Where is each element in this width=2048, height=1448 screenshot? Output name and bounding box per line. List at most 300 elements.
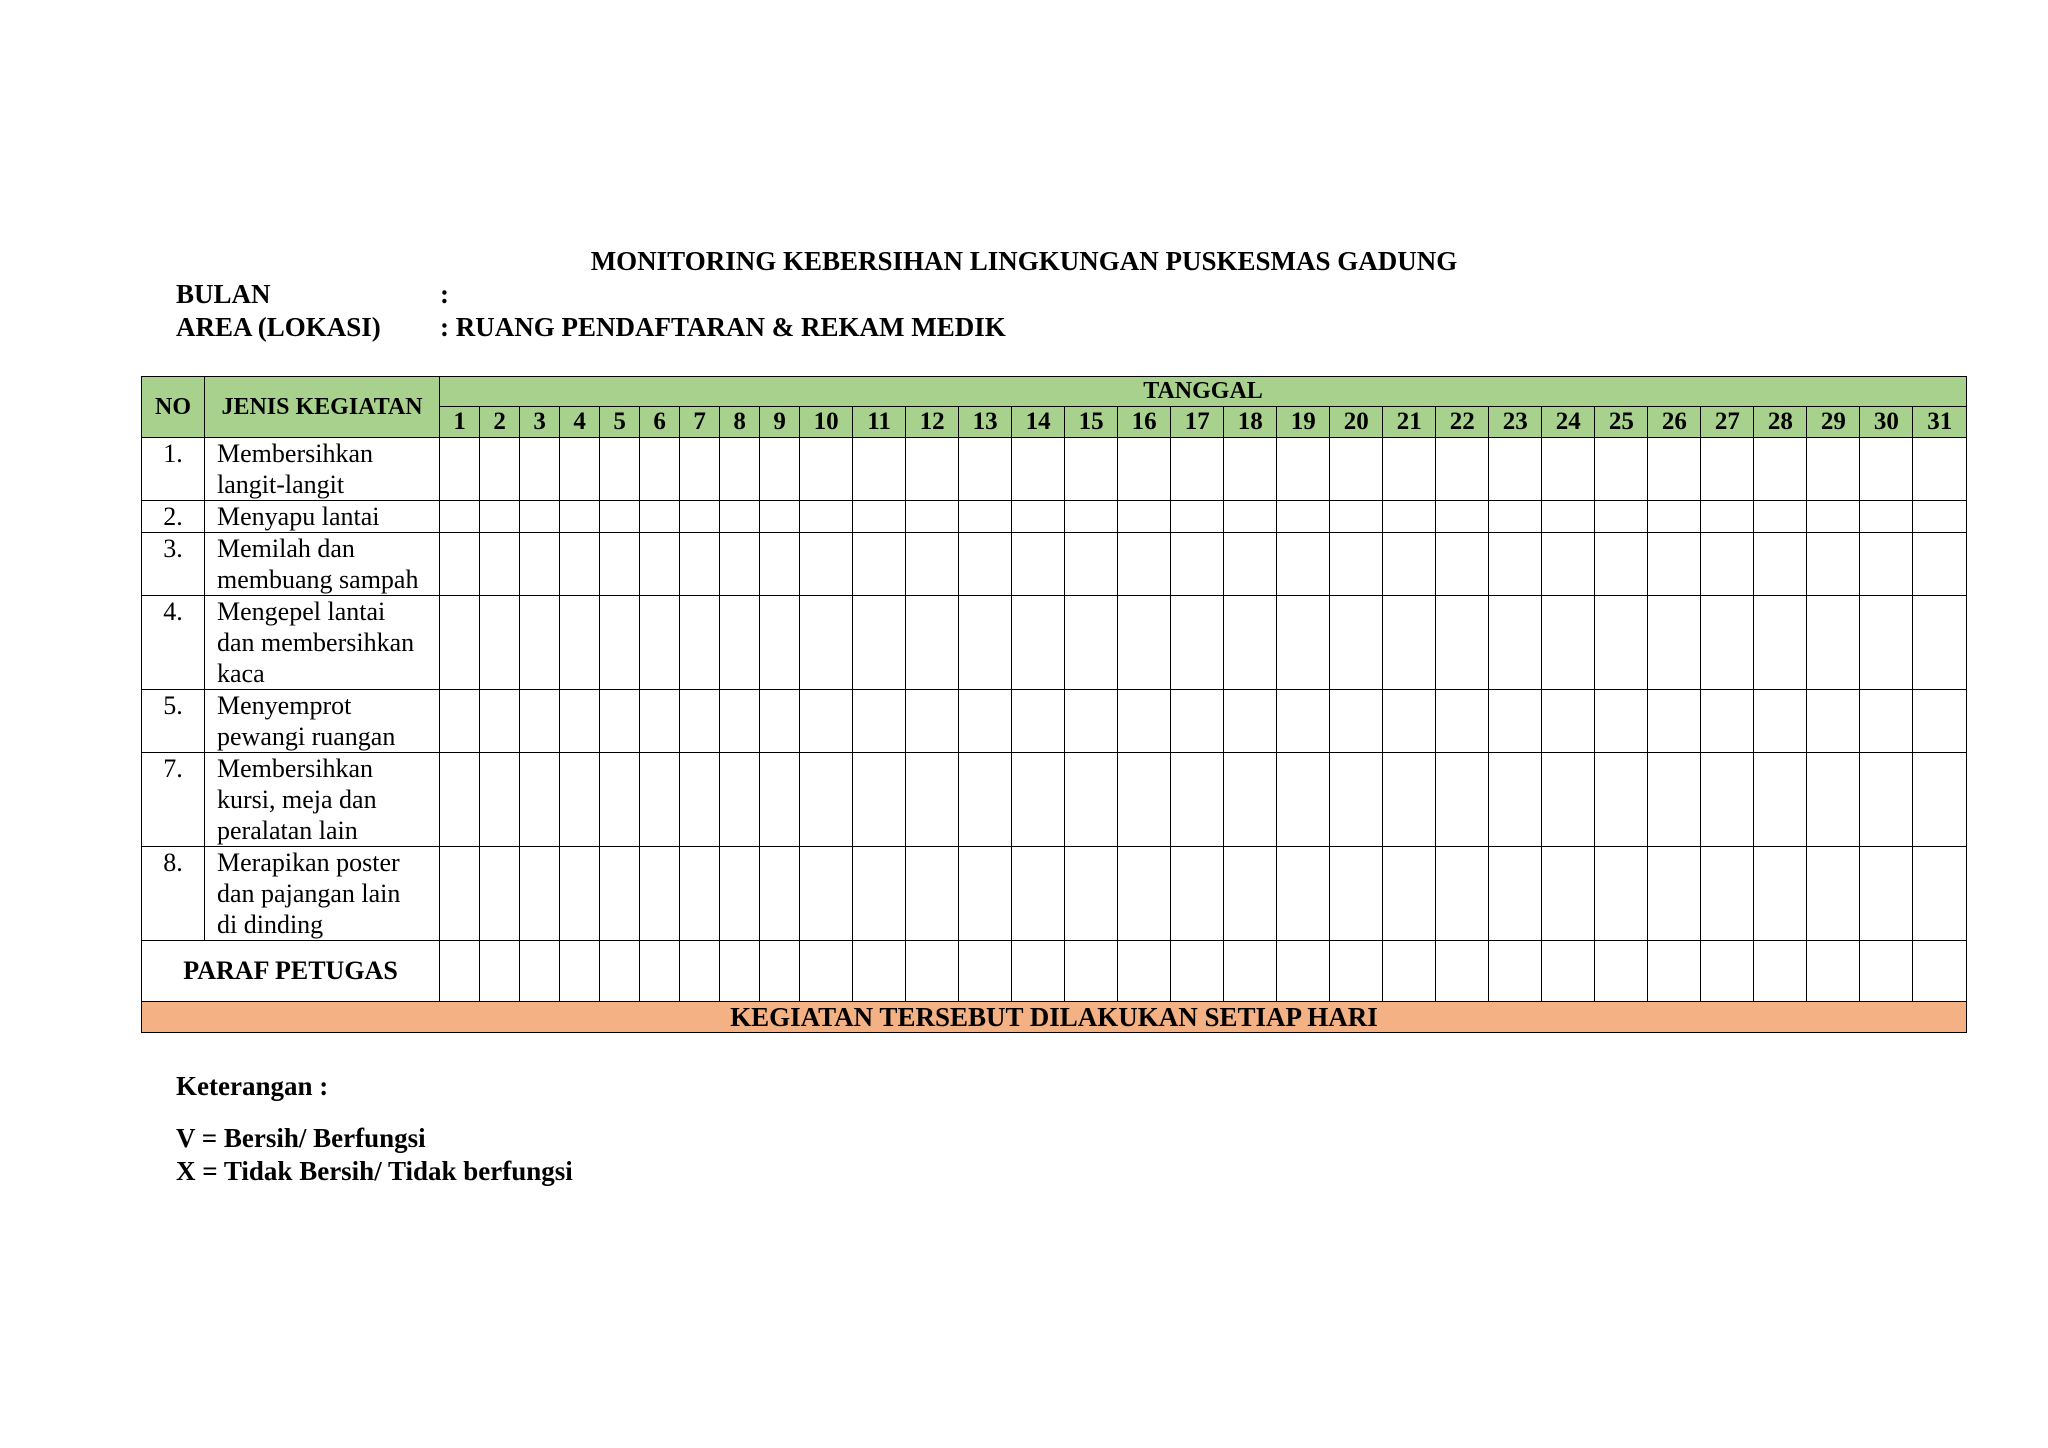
check-cell[interactable]	[853, 847, 906, 941]
check-cell[interactable]	[959, 690, 1012, 753]
day-header-20: 20	[1330, 407, 1383, 438]
check-cell[interactable]	[1489, 847, 1542, 941]
signature-cell[interactable]	[1118, 941, 1171, 1002]
check-cell[interactable]	[906, 501, 959, 533]
check-cell[interactable]	[600, 753, 640, 847]
check-cell[interactable]	[1065, 501, 1118, 533]
check-cell[interactable]	[680, 690, 720, 753]
check-cell[interactable]	[720, 690, 760, 753]
check-cell[interactable]	[1065, 438, 1118, 501]
check-cell[interactable]	[1807, 596, 1860, 690]
check-cell[interactable]	[1012, 596, 1065, 690]
signature-cell[interactable]	[760, 941, 800, 1002]
check-cell[interactable]	[720, 753, 760, 847]
check-cell[interactable]	[480, 533, 520, 596]
check-cell[interactable]	[1542, 753, 1595, 847]
day-header-13: 13	[959, 407, 1012, 438]
signature-cell[interactable]	[800, 941, 853, 1002]
check-cell[interactable]	[1913, 596, 1967, 690]
check-cell[interactable]	[1913, 533, 1967, 596]
check-cell[interactable]	[600, 501, 640, 533]
check-cell[interactable]	[1436, 501, 1489, 533]
check-cell[interactable]	[1012, 753, 1065, 847]
check-cell[interactable]	[959, 847, 1012, 941]
check-cell[interactable]	[959, 438, 1012, 501]
check-cell[interactable]	[1012, 501, 1065, 533]
check-cell[interactable]	[1012, 690, 1065, 753]
signature-cell[interactable]	[680, 941, 720, 1002]
check-cell[interactable]	[1065, 690, 1118, 753]
check-cell[interactable]	[1648, 438, 1701, 501]
check-cell[interactable]	[1648, 847, 1701, 941]
check-cell[interactable]	[520, 753, 560, 847]
check-cell[interactable]	[1489, 596, 1542, 690]
check-cell[interactable]	[680, 753, 720, 847]
check-cell[interactable]	[600, 438, 640, 501]
signature-cell[interactable]	[480, 941, 520, 1002]
activity-cell	[205, 533, 440, 596]
check-cell[interactable]	[1277, 533, 1330, 596]
activity-line: Merapikan poster	[217, 848, 400, 877]
check-cell[interactable]	[1118, 753, 1171, 847]
check-cell[interactable]	[1595, 690, 1648, 753]
row-number: 8.	[142, 847, 205, 941]
activity-line: Menyapu lantai	[217, 502, 380, 531]
signature-cell[interactable]	[1860, 941, 1913, 1002]
check-cell[interactable]	[1807, 753, 1860, 847]
check-cell[interactable]	[1701, 533, 1754, 596]
check-cell[interactable]	[906, 596, 959, 690]
day-header-28: 28	[1754, 407, 1807, 438]
check-cell[interactable]	[480, 847, 520, 941]
table-row	[142, 533, 1967, 596]
check-cell[interactable]	[1171, 753, 1224, 847]
check-cell[interactable]	[1648, 690, 1701, 753]
check-cell[interactable]	[1224, 690, 1277, 753]
activity-cell	[205, 501, 440, 533]
check-cell[interactable]	[1701, 847, 1754, 941]
table-row	[142, 690, 1967, 753]
day-header-27: 27	[1701, 407, 1754, 438]
check-cell[interactable]	[440, 847, 480, 941]
check-cell[interactable]	[1807, 847, 1860, 941]
check-cell[interactable]	[1860, 501, 1913, 533]
check-cell[interactable]	[640, 753, 680, 847]
check-cell[interactable]	[1277, 847, 1330, 941]
check-cell[interactable]	[760, 753, 800, 847]
area-field	[176, 310, 1006, 344]
signature-cell[interactable]	[1383, 941, 1436, 1002]
check-cell[interactable]	[1542, 501, 1595, 533]
check-cell[interactable]	[560, 533, 600, 596]
check-cell[interactable]	[1330, 753, 1383, 847]
check-cell[interactable]	[1277, 690, 1330, 753]
check-cell[interactable]	[1277, 501, 1330, 533]
signature-cell[interactable]	[1913, 941, 1967, 1002]
day-header-12: 12	[906, 407, 959, 438]
check-cell[interactable]	[853, 438, 906, 501]
check-cell[interactable]	[600, 690, 640, 753]
check-cell[interactable]	[1754, 690, 1807, 753]
signature-cell[interactable]	[1224, 941, 1277, 1002]
check-cell[interactable]	[1860, 533, 1913, 596]
check-cell[interactable]	[600, 533, 640, 596]
check-cell[interactable]	[1913, 501, 1967, 533]
check-cell[interactable]	[1118, 438, 1171, 501]
activity-line: kaca	[217, 659, 265, 688]
check-cell[interactable]	[1807, 438, 1860, 501]
check-cell[interactable]	[1118, 690, 1171, 753]
check-cell[interactable]	[760, 847, 800, 941]
day-header-29: 29	[1807, 407, 1860, 438]
signature-cell[interactable]	[1065, 941, 1118, 1002]
table-row	[142, 596, 1967, 690]
check-cell[interactable]	[853, 501, 906, 533]
check-cell[interactable]	[1330, 533, 1383, 596]
check-cell[interactable]	[1118, 533, 1171, 596]
check-cell[interactable]	[1171, 533, 1224, 596]
check-cell[interactable]	[1383, 690, 1436, 753]
check-cell[interactable]	[560, 501, 600, 533]
check-cell[interactable]	[680, 438, 720, 501]
check-cell[interactable]	[1701, 690, 1754, 753]
activity-cell	[205, 438, 440, 501]
check-cell[interactable]	[1595, 438, 1648, 501]
signature-cell[interactable]	[1648, 941, 1701, 1002]
check-cell[interactable]	[1595, 533, 1648, 596]
activity-cell	[205, 753, 440, 847]
check-cell[interactable]	[1012, 847, 1065, 941]
check-cell[interactable]	[906, 753, 959, 847]
check-cell[interactable]	[959, 596, 1012, 690]
check-cell[interactable]	[1701, 501, 1754, 533]
check-cell[interactable]	[1542, 533, 1595, 596]
check-cell[interactable]	[1065, 753, 1118, 847]
check-cell[interactable]	[560, 690, 600, 753]
check-cell[interactable]	[853, 753, 906, 847]
check-cell[interactable]	[440, 596, 480, 690]
check-cell[interactable]	[560, 438, 600, 501]
check-cell[interactable]	[640, 847, 680, 941]
signature-cell[interactable]	[640, 941, 680, 1002]
activity-line: dan pajangan lain	[217, 879, 401, 908]
check-cell[interactable]	[480, 753, 520, 847]
table-row	[142, 847, 1967, 941]
day-header-5: 5	[600, 407, 640, 438]
check-cell[interactable]	[480, 501, 520, 533]
check-cell[interactable]	[440, 690, 480, 753]
header-activity: JENIS KEGIATAN	[205, 377, 440, 438]
check-cell[interactable]	[1436, 847, 1489, 941]
signature-cell[interactable]	[906, 941, 959, 1002]
check-cell[interactable]	[1754, 596, 1807, 690]
check-cell[interactable]	[800, 501, 853, 533]
check-cell[interactable]	[760, 438, 800, 501]
check-cell[interactable]	[906, 438, 959, 501]
day-header-30: 30	[1860, 407, 1913, 438]
check-cell[interactable]	[680, 533, 720, 596]
check-cell[interactable]	[1171, 596, 1224, 690]
check-cell[interactable]	[560, 847, 600, 941]
signature-cell[interactable]	[1489, 941, 1542, 1002]
check-cell[interactable]	[1383, 596, 1436, 690]
check-cell[interactable]	[1648, 533, 1701, 596]
check-cell[interactable]	[1118, 501, 1171, 533]
check-cell[interactable]	[1754, 847, 1807, 941]
signature-cell[interactable]	[1012, 941, 1065, 1002]
check-cell[interactable]	[1277, 753, 1330, 847]
signature-cell[interactable]	[1542, 941, 1595, 1002]
check-cell[interactable]	[1807, 533, 1860, 596]
check-cell[interactable]	[800, 596, 853, 690]
check-cell[interactable]	[1595, 847, 1648, 941]
day-header-11: 11	[853, 407, 906, 438]
check-cell[interactable]	[1224, 438, 1277, 501]
check-cell[interactable]	[1701, 596, 1754, 690]
legend-list	[176, 1122, 573, 1188]
check-cell[interactable]	[1542, 438, 1595, 501]
day-header-1: 1	[440, 407, 480, 438]
check-cell[interactable]	[440, 533, 480, 596]
check-cell[interactable]	[853, 533, 906, 596]
activity-line: pewangi ruangan	[217, 722, 396, 751]
signature-cell[interactable]	[1330, 941, 1383, 1002]
check-cell[interactable]	[1383, 533, 1436, 596]
check-cell[interactable]	[1595, 753, 1648, 847]
check-cell[interactable]	[1701, 438, 1754, 501]
check-cell[interactable]	[680, 501, 720, 533]
check-cell[interactable]	[480, 690, 520, 753]
check-cell[interactable]	[1595, 596, 1648, 690]
signature-cell[interactable]	[560, 941, 600, 1002]
check-cell[interactable]	[480, 596, 520, 690]
check-cell[interactable]	[1648, 596, 1701, 690]
monitoring-table	[141, 376, 1967, 1033]
legend-item: X = Tidak Bersih/ Tidak berfungsi	[176, 1156, 573, 1186]
signature-cell[interactable]	[1595, 941, 1648, 1002]
check-cell[interactable]	[1542, 690, 1595, 753]
month-value: :	[440, 279, 449, 309]
check-cell[interactable]	[760, 596, 800, 690]
check-cell[interactable]	[1171, 847, 1224, 941]
check-cell[interactable]	[720, 501, 760, 533]
check-cell[interactable]	[1277, 596, 1330, 690]
check-cell[interactable]	[640, 596, 680, 690]
check-cell[interactable]	[720, 847, 760, 941]
check-cell[interactable]	[1383, 501, 1436, 533]
check-cell[interactable]	[1860, 596, 1913, 690]
check-cell[interactable]	[906, 847, 959, 941]
signature-cell[interactable]	[520, 941, 560, 1002]
check-cell[interactable]	[680, 847, 720, 941]
check-cell[interactable]	[520, 596, 560, 690]
check-cell[interactable]	[1489, 533, 1542, 596]
check-cell[interactable]	[760, 533, 800, 596]
check-cell[interactable]	[959, 501, 1012, 533]
activity-cell	[205, 596, 440, 690]
check-cell[interactable]	[680, 596, 720, 690]
check-cell[interactable]	[1330, 438, 1383, 501]
table-row	[142, 438, 1967, 501]
area-value: : RUANG PENDAFTARAN & REKAM MEDIK	[440, 312, 1006, 342]
check-cell[interactable]	[1224, 847, 1277, 941]
check-cell[interactable]	[1012, 533, 1065, 596]
check-cell[interactable]	[1224, 596, 1277, 690]
check-cell[interactable]	[440, 753, 480, 847]
check-cell[interactable]	[440, 438, 480, 501]
area-label: AREA (LOKASI)	[176, 312, 381, 342]
check-cell[interactable]	[640, 533, 680, 596]
check-cell[interactable]	[520, 847, 560, 941]
signature-cell[interactable]	[959, 941, 1012, 1002]
signature-cell[interactable]	[600, 941, 640, 1002]
day-header-26: 26	[1648, 407, 1701, 438]
check-cell[interactable]	[1171, 501, 1224, 533]
check-cell[interactable]	[1383, 847, 1436, 941]
month-field	[176, 277, 449, 311]
check-cell[interactable]	[1118, 596, 1171, 690]
check-cell[interactable]	[520, 690, 560, 753]
day-header-10: 10	[800, 407, 853, 438]
signature-cell[interactable]	[1807, 941, 1860, 1002]
check-cell[interactable]	[760, 690, 800, 753]
check-cell[interactable]	[853, 596, 906, 690]
signature-cell[interactable]	[1171, 941, 1224, 1002]
check-cell[interactable]	[800, 438, 853, 501]
check-cell[interactable]	[1913, 690, 1967, 753]
signature-cell[interactable]	[853, 941, 906, 1002]
check-cell[interactable]	[1012, 438, 1065, 501]
check-cell[interactable]	[1648, 501, 1701, 533]
day-header-24: 24	[1542, 407, 1595, 438]
check-cell[interactable]	[520, 438, 560, 501]
day-header-22: 22	[1436, 407, 1489, 438]
check-cell[interactable]	[1913, 847, 1967, 941]
activity-line: langit-langit	[217, 470, 345, 499]
check-cell[interactable]	[1860, 847, 1913, 941]
day-header-19: 19	[1277, 407, 1330, 438]
check-cell[interactable]	[853, 690, 906, 753]
check-cell[interactable]	[1542, 847, 1595, 941]
check-cell[interactable]	[1436, 533, 1489, 596]
check-cell[interactable]	[1489, 501, 1542, 533]
check-cell[interactable]	[1383, 753, 1436, 847]
check-cell[interactable]	[1595, 501, 1648, 533]
check-cell[interactable]	[959, 533, 1012, 596]
check-cell[interactable]	[440, 501, 480, 533]
check-cell[interactable]	[1330, 501, 1383, 533]
check-cell[interactable]	[1754, 753, 1807, 847]
check-cell[interactable]	[1489, 438, 1542, 501]
check-cell[interactable]	[1807, 690, 1860, 753]
check-cell[interactable]	[906, 533, 959, 596]
signature-cell[interactable]	[1277, 941, 1330, 1002]
check-cell[interactable]	[640, 438, 680, 501]
signature-cell[interactable]	[720, 941, 760, 1002]
check-cell[interactable]	[1171, 438, 1224, 501]
signature-cell[interactable]	[440, 941, 480, 1002]
check-cell[interactable]	[760, 501, 800, 533]
check-cell[interactable]	[600, 847, 640, 941]
check-cell[interactable]	[1860, 438, 1913, 501]
signature-cell[interactable]	[1436, 941, 1489, 1002]
day-header-25: 25	[1595, 407, 1648, 438]
check-cell[interactable]	[1065, 533, 1118, 596]
check-cell[interactable]	[1542, 596, 1595, 690]
check-cell[interactable]	[1489, 753, 1542, 847]
check-cell[interactable]	[1383, 438, 1436, 501]
check-cell[interactable]	[640, 690, 680, 753]
check-cell[interactable]	[1277, 438, 1330, 501]
check-cell[interactable]	[720, 596, 760, 690]
check-cell[interactable]	[1648, 753, 1701, 847]
check-cell[interactable]	[520, 533, 560, 596]
check-cell[interactable]	[1754, 438, 1807, 501]
check-cell[interactable]	[1171, 690, 1224, 753]
check-cell[interactable]	[800, 847, 853, 941]
day-header-7: 7	[680, 407, 720, 438]
check-cell[interactable]	[1860, 690, 1913, 753]
check-cell[interactable]	[560, 753, 600, 847]
check-cell[interactable]	[1436, 753, 1489, 847]
check-cell[interactable]	[560, 596, 600, 690]
check-cell[interactable]	[1701, 753, 1754, 847]
check-cell[interactable]	[1330, 690, 1383, 753]
table-row	[142, 753, 1967, 847]
check-cell[interactable]	[800, 533, 853, 596]
check-cell[interactable]	[1913, 438, 1967, 501]
legend-item: V = Bersih/ Berfungsi	[176, 1123, 426, 1153]
row-number: 2.	[142, 501, 205, 533]
check-cell[interactable]	[1224, 753, 1277, 847]
check-cell[interactable]	[640, 501, 680, 533]
signature-cell[interactable]	[1754, 941, 1807, 1002]
check-cell[interactable]	[1330, 596, 1383, 690]
check-cell[interactable]	[1913, 753, 1967, 847]
check-cell[interactable]	[1489, 690, 1542, 753]
check-cell[interactable]	[906, 690, 959, 753]
check-cell[interactable]	[720, 438, 760, 501]
check-cell[interactable]	[1224, 533, 1277, 596]
check-cell[interactable]	[1754, 533, 1807, 596]
check-cell[interactable]	[800, 753, 853, 847]
check-cell[interactable]	[800, 690, 853, 753]
day-header-6: 6	[640, 407, 680, 438]
activity-line: Membersihkan	[217, 439, 373, 468]
check-cell[interactable]	[480, 438, 520, 501]
check-cell[interactable]	[1860, 753, 1913, 847]
check-cell[interactable]	[1807, 501, 1860, 533]
check-cell[interactable]	[1436, 596, 1489, 690]
check-cell[interactable]	[959, 753, 1012, 847]
check-cell[interactable]	[1436, 438, 1489, 501]
activity-line: peralatan lain	[217, 816, 358, 845]
check-cell[interactable]	[600, 596, 640, 690]
row-number: 3.	[142, 533, 205, 596]
signature-cell[interactable]	[1701, 941, 1754, 1002]
check-cell[interactable]	[1224, 501, 1277, 533]
check-cell[interactable]	[1754, 501, 1807, 533]
check-cell[interactable]	[1065, 596, 1118, 690]
check-cell[interactable]	[720, 533, 760, 596]
signature-row	[142, 941, 1967, 1002]
check-cell[interactable]	[1436, 690, 1489, 753]
day-header-17: 17	[1171, 407, 1224, 438]
check-cell[interactable]	[1330, 847, 1383, 941]
check-cell[interactable]	[1065, 847, 1118, 941]
check-cell[interactable]	[520, 501, 560, 533]
check-cell[interactable]	[1118, 847, 1171, 941]
